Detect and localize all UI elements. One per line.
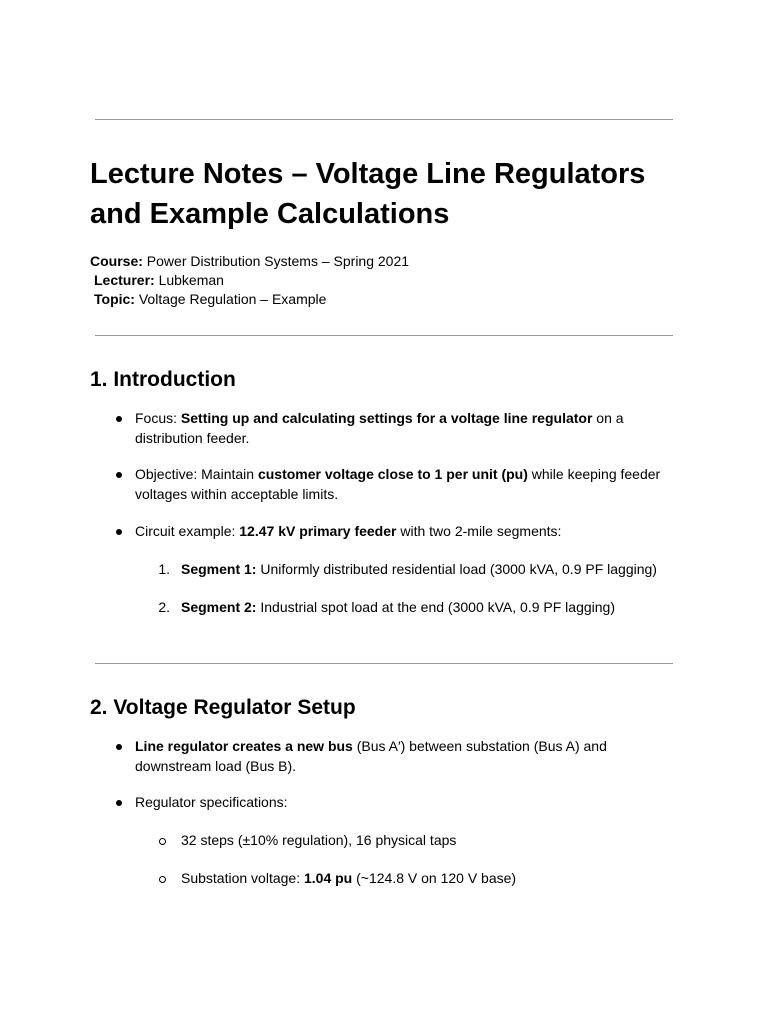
text: (Bus A′) between substation (Bus A) and <box>352 738 607 754</box>
meta-course-label: Course: <box>90 253 143 269</box>
meta-topic-value: Voltage Regulation – Example <box>134 291 327 307</box>
hollow-bullet-icon <box>159 838 166 845</box>
text: Uniformly distributed residential load (3000 kVA, 0.9 PF lagging) <box>256 561 657 577</box>
list-item-segment-1 <box>181 560 701 580</box>
emphasis: 1.04 pu <box>303 870 353 886</box>
divider <box>95 335 673 336</box>
emphasis: 12.47 kV primary feeder <box>239 523 397 539</box>
list-item-focus <box>135 409 675 448</box>
text: 32 steps (±10% regulation), 16 physical taps <box>181 832 457 848</box>
list-item-objective <box>135 465 675 504</box>
list-item-circuit <box>135 522 675 542</box>
section-heading-introduction: 1. Introduction <box>90 368 236 391</box>
bullet-icon <box>116 529 122 535</box>
hollow-bullet-icon <box>159 876 166 883</box>
text: on a <box>592 410 624 426</box>
list-number: 2. <box>158 599 170 615</box>
bullet-icon <box>116 472 122 478</box>
text: with two 2-mile segments: <box>396 523 562 539</box>
list-item-specs: Regulator specifications: <box>135 794 288 810</box>
text: downstream load (Bus B). <box>135 757 297 774</box>
bullet-icon <box>116 416 122 422</box>
meta-lecturer-value: Lubkeman <box>154 272 224 288</box>
list-item-new-bus <box>135 737 675 776</box>
text: Objective: Maintain <box>135 466 258 482</box>
list-item-steps <box>181 831 701 851</box>
meta-topic-label: Topic: <box>94 291 135 307</box>
bullet-icon <box>116 800 122 806</box>
emphasis: Line regulator creates a new bus <box>135 738 353 754</box>
text: distribution feeder. <box>135 429 250 446</box>
text: (~124.8 V on 120 V base) <box>352 870 517 886</box>
page-title: Lecture Notes – Voltage Line Regulators and Example Calculations <box>90 158 646 230</box>
divider <box>95 119 673 120</box>
meta-course-value: Power Distribution Systems – Spring 2021 <box>142 253 410 269</box>
meta-course <box>90 252 409 271</box>
emphasis: Segment 2: <box>181 599 257 615</box>
emphasis: customer voltage close to 1 per unit (pu) <box>257 466 528 482</box>
text: Industrial spot load at the end (3000 kVA, 0.9 PF lagging) <box>256 599 615 615</box>
list-item-segment-2 <box>181 598 701 618</box>
meta-lecturer <box>94 271 224 290</box>
list-item-substation-voltage <box>181 869 701 889</box>
text: Focus: <box>135 410 181 426</box>
meta-topic <box>94 290 326 309</box>
text: Circuit example: <box>135 523 240 539</box>
bullet-icon <box>116 744 122 750</box>
meta-lecturer-label: Lecturer: <box>94 272 155 288</box>
emphasis: Setting up and calculating settings for a voltage line regulator <box>180 410 593 426</box>
text: while keeping feeder <box>527 466 661 482</box>
section-heading-voltage-regulator-setup: 2. Voltage Regulator Setup <box>90 696 356 719</box>
divider <box>95 663 673 664</box>
emphasis: Segment 1: <box>181 561 257 577</box>
text: voltages within acceptable limits. <box>135 485 339 502</box>
text: Substation voltage: <box>181 870 304 886</box>
list-number: 1. <box>158 561 170 577</box>
